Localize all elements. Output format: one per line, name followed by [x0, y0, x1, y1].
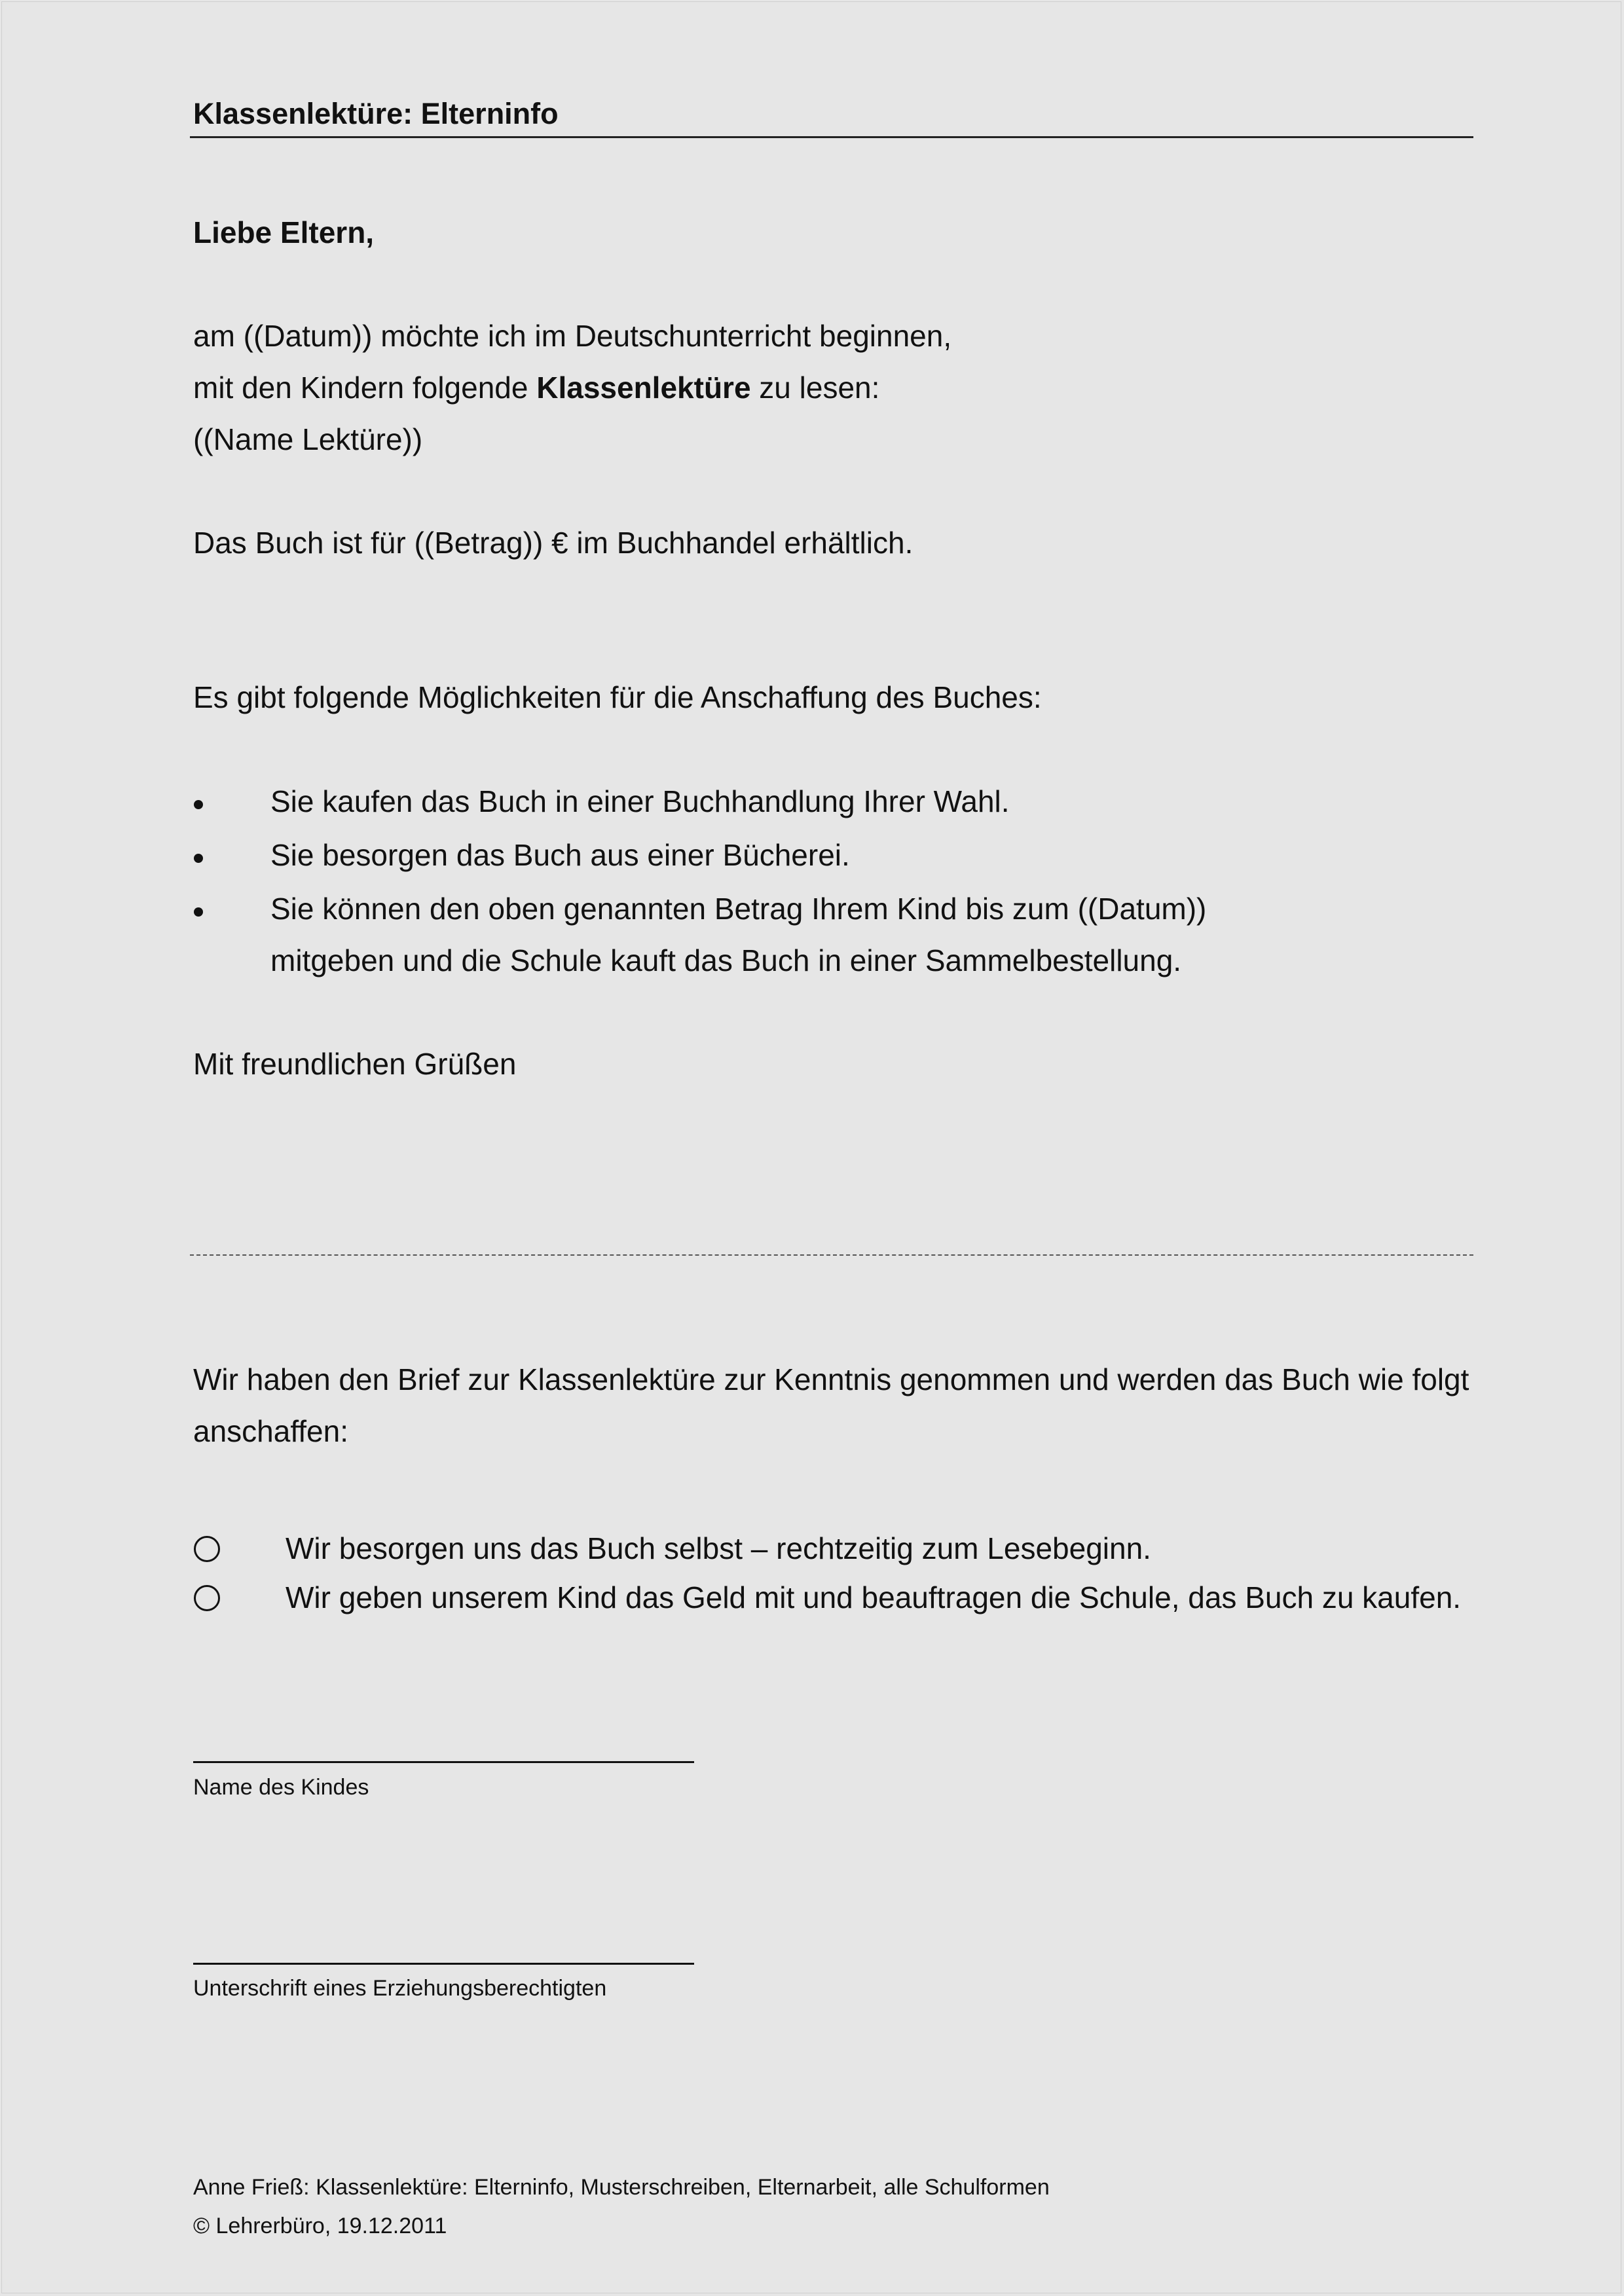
- bullet-icon: [194, 854, 203, 863]
- salutation: Liebe Eltern,: [193, 215, 375, 249]
- document-title: Klassenlektüre: Elterninfo: [193, 97, 559, 130]
- intro-line-2: [193, 370, 879, 405]
- footer-line-1: Anne Frieß: Klassenlektüre: Elterninfo, Musterschreiben, Elternarbeit, alle Schulformen: [193, 2175, 1050, 2200]
- choice-option-2: Wir geben unserem Kind das Geld mit und beauftragen die Schule, das Buch zu kaufen.: [286, 1580, 1462, 1614]
- reply-statement-line-2: anschaffen:: [193, 1414, 349, 1448]
- title-underline: [190, 136, 1473, 138]
- radio-circle-icon[interactable]: [194, 1536, 220, 1562]
- bullet-item-2: Sie besorgen das Buch aus einer Bücherei.: [270, 838, 850, 872]
- child-name-line[interactable]: [193, 1761, 694, 1763]
- reply-statement-line-1: Wir haben den Brief zur Klassenlektüre zur Kenntnis genommen und werden das Buch wie folgt: [193, 1362, 1469, 1396]
- child-name-label: Name des Kindes: [193, 1775, 369, 1800]
- intro-line-3: ((Name Lektüre)): [193, 422, 423, 456]
- intro-line-1: am ((Datum)) möchte ich im Deutschunterricht beginnen,: [193, 319, 952, 353]
- radio-circle-icon[interactable]: [194, 1585, 220, 1611]
- bullet-item-3-continued: mitgeben und die Schule kauft das Buch in einer Sammelbestellung.: [270, 943, 1182, 977]
- bullet-item-3: Sie können den oben genannten Betrag Ihrem Kind bis zum ((Datum)): [270, 892, 1207, 926]
- closing: Mit freundlichen Grüßen: [193, 1047, 517, 1081]
- bullet-icon: [194, 907, 203, 917]
- bullet-icon: [194, 800, 203, 809]
- intro-bold-term: Klassenlektüre: [536, 371, 751, 405]
- signature-line[interactable]: [193, 1963, 694, 1965]
- options-intro: Es gibt folgende Möglichkeiten für die Anschaffung des Buches:: [193, 680, 1042, 714]
- bullet-item-1: Sie kaufen das Buch in einer Buchhandlung Ihrer Wahl.: [270, 784, 1010, 818]
- signature-label: Unterschrift eines Erziehungsberechtigten: [193, 1976, 607, 2001]
- intro-line-2-start: mit den Kindern folgende: [193, 371, 537, 405]
- intro-line-2-end: zu lesen:: [750, 371, 880, 405]
- choice-option-1: Wir besorgen uns das Buch selbst – rechtzeitig zum Lesebeginn.: [286, 1531, 1151, 1565]
- cut-line: [190, 1254, 1473, 1256]
- footer-line-2: © Lehrerbüro, 19.12.2011: [193, 2214, 447, 2238]
- price-line: Das Buch ist für ((Betrag)) € im Buchhandel erhältlich.: [193, 526, 913, 560]
